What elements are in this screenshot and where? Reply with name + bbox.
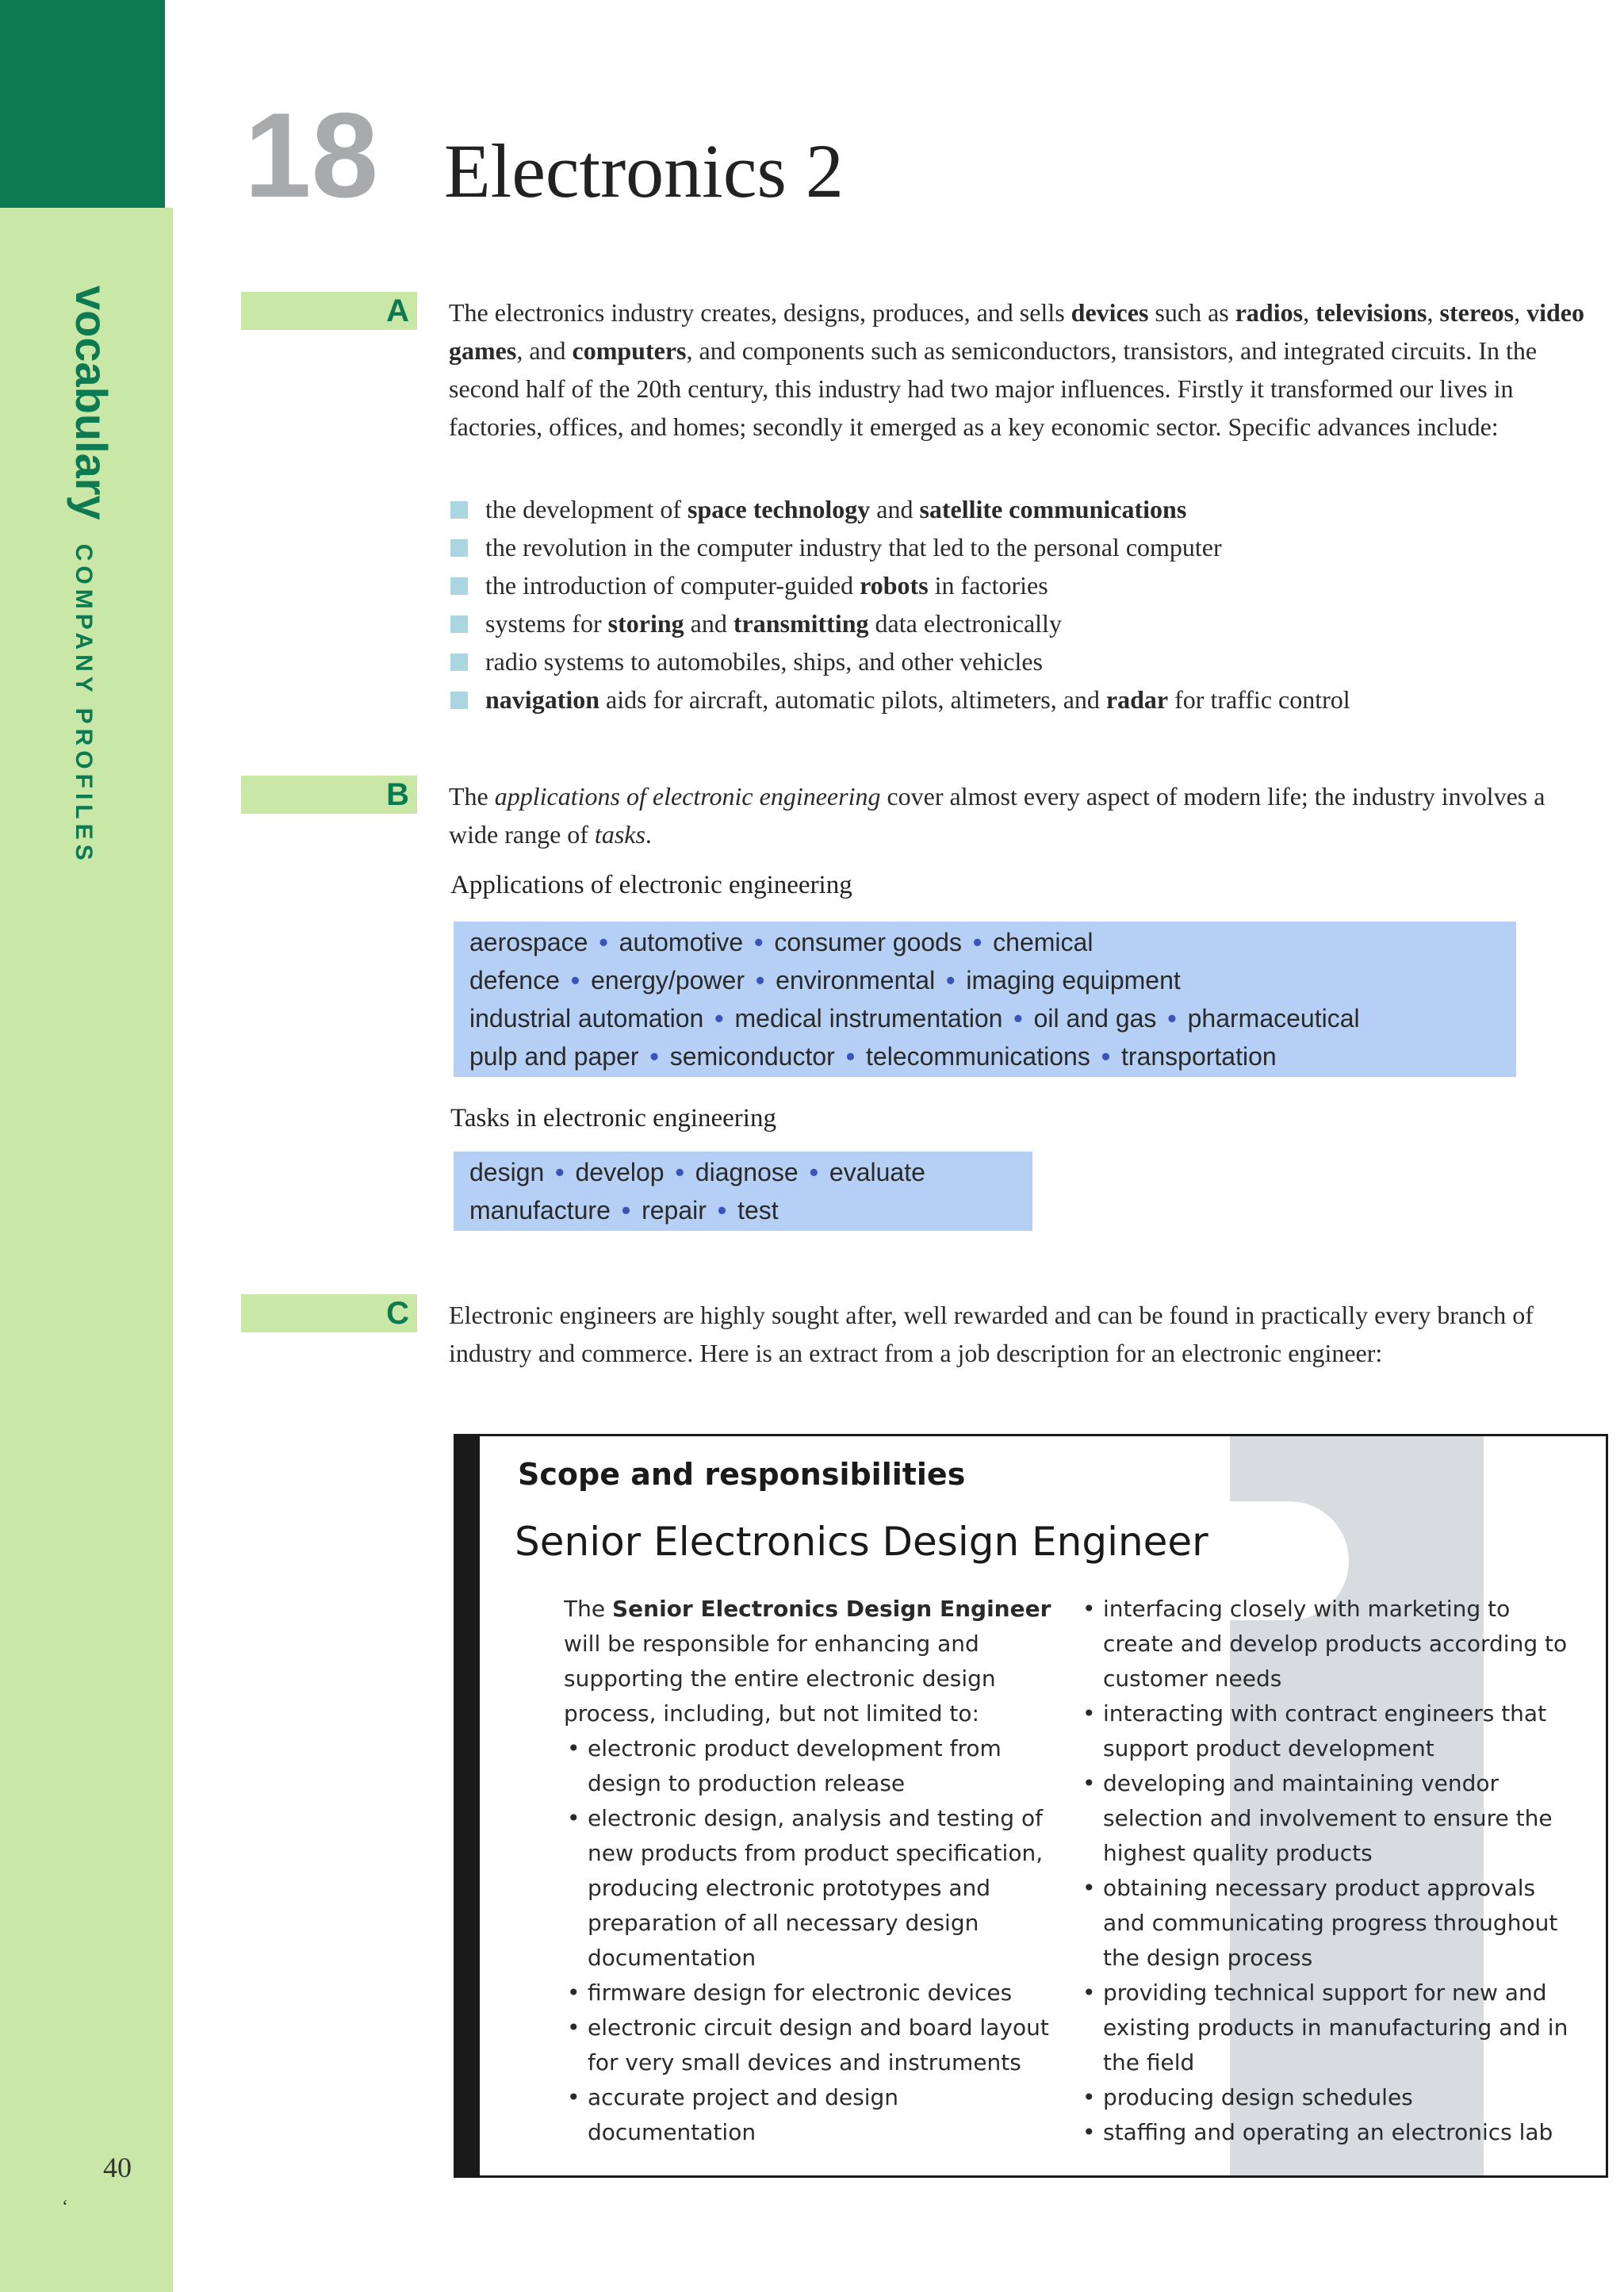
text-run: and: [870, 495, 920, 523]
unit-number: 18: [244, 88, 379, 223]
list-item: • electronic product development from design to production release: [564, 1731, 1055, 1801]
ad-left-bar: [456, 1436, 480, 2175]
key-term: devices: [1071, 298, 1149, 327]
ad-left-column: [564, 1592, 1055, 2150]
key-term: Senior Electronics Design Engineer: [611, 1596, 1051, 1622]
text-run: the introduction of computer-guided: [485, 571, 860, 600]
list-item: • providing technical support for new and existing products in manufacturing and in the field: [1079, 1976, 1571, 2080]
text-run: ,: [1427, 298, 1440, 327]
key-term: storing: [607, 609, 684, 638]
separator-dot: •: [717, 1196, 727, 1225]
section-c-letter: C: [386, 1296, 409, 1331]
word: consumer goods: [774, 928, 962, 956]
text-run: , and: [516, 336, 573, 365]
advances-list: [449, 490, 1350, 719]
key-term: computers: [572, 336, 687, 365]
separator-dot: •: [809, 1158, 818, 1186]
separator-dot: •: [649, 1042, 659, 1071]
list-item: [449, 642, 1350, 680]
section-c-paragraph: Electronic engineers are highly sought after, well rewarded and can be found in practically every branch of industry and commerce. Here is an extract from a job description for an electronic engineer:: [449, 1301, 1534, 1367]
key-term: transmitting: [733, 609, 869, 638]
list-item: • electronic design, analysis and testing of new products from product specification, producing electronic prototypes and preparation of all necessary design documentation: [564, 1801, 1055, 1976]
sidebar-section-label: COMPANY PROFILES: [71, 543, 97, 865]
text-run: will be responsible for enhancing and supporting the entire electronic design process, including, but not limited to:: [564, 1631, 996, 1727]
separator-dot: •: [1167, 1004, 1177, 1033]
key-term: navigation: [485, 685, 600, 714]
separator-dot: •: [714, 1004, 724, 1033]
list-item: [449, 680, 1350, 719]
word-row: [469, 999, 1500, 1037]
applications-box: [454, 922, 1516, 1077]
text-run: ,: [1303, 298, 1316, 327]
key-term: radar: [1105, 685, 1169, 714]
text-run: in factories: [928, 571, 1048, 600]
ad-scope-heading: Scope and responsibilities: [518, 1457, 966, 1492]
text-run: the revolution in the computer industry that led to the personal computer: [485, 533, 1222, 562]
separator-dot: •: [845, 1042, 856, 1071]
section-b-letter: B: [386, 777, 409, 812]
separator-dot: •: [946, 966, 956, 995]
tasks-heading: Tasks in electronic engineering: [450, 1104, 776, 1133]
text-run: the development of: [485, 495, 688, 523]
word: automotive: [619, 928, 744, 956]
text-run: aids for aircraft, automatic pilots, altimeters, and: [599, 685, 1106, 714]
word: semiconductor: [669, 1042, 835, 1071]
text-run: for traffic control: [1168, 685, 1350, 714]
page-tick-mark: ʻ: [62, 2197, 68, 2217]
separator-dot: •: [570, 966, 580, 995]
text-run: ,: [1514, 298, 1527, 327]
ad-right-column: [1079, 1592, 1571, 2150]
word-row: [469, 1153, 1017, 1191]
text-run: The electronics industry creates, designs, produces, and sells: [449, 298, 1071, 327]
list-item: • obtaining necessary product approvals and communicating progress throughout the design process: [1079, 1871, 1571, 1976]
list-item: • firmware design for electronic devices: [564, 1976, 1055, 2010]
tasks-box: [454, 1152, 1032, 1231]
ad-job-title: Senior Electronics Design Engineer: [515, 1519, 1208, 1565]
applications-heading: Applications of electronic engineering: [450, 871, 852, 899]
word: evaluate: [829, 1158, 925, 1186]
ad-intro: [564, 1592, 1055, 1731]
ad-left-list: [564, 1731, 1055, 2150]
text-run: , and components such as semiconductors, transistors, and integrated circuits. In the second half of the 20th century, this industry had two major influences. Firstly it transformed our lives in factories, offices, and homes; secondly it emerged as a key economic sector. Specific advances include:: [449, 336, 1538, 441]
key-term: video games: [449, 298, 1584, 365]
word: telecommunications: [866, 1042, 1090, 1071]
ad-right-list: [1079, 1592, 1571, 2150]
list-item: • electronic circuit design and board layout for very small devices and instruments: [564, 2010, 1055, 2080]
key-term: robots: [860, 571, 929, 600]
word: test: [737, 1196, 779, 1225]
word: pulp and paper: [469, 1042, 639, 1071]
word: industrial automation: [469, 1004, 704, 1033]
word: medical instrumentation: [734, 1004, 1003, 1033]
word-row: [469, 1191, 1017, 1229]
word: imaging equipment: [966, 966, 1181, 995]
text-run: and: [684, 609, 733, 638]
separator-dot: •: [675, 1158, 684, 1186]
page-number: 40: [103, 2152, 132, 2183]
section-a-paragraph: [449, 293, 1599, 446]
word: transportation: [1121, 1042, 1277, 1071]
word: environmental: [776, 966, 936, 995]
sidebar-top-block: [0, 0, 165, 208]
list-item: [449, 604, 1350, 642]
key-term: satellite communications: [919, 495, 1187, 523]
section-c-marker: [241, 1294, 417, 1332]
list-item: • interfacing closely with marketing to create and develop products according to customer needs: [1079, 1592, 1571, 1696]
list-item: • interacting with contract engineers that support product development: [1079, 1696, 1571, 1766]
text-run: radio systems to automobiles, ships, and other vehicles: [485, 647, 1043, 676]
word: diagnose: [695, 1158, 799, 1186]
separator-dot: •: [755, 966, 765, 995]
section-a-marker: [241, 292, 417, 330]
list-item: • developing and maintaining vendor selection and involvement to ensure the highest quality products: [1079, 1766, 1571, 1871]
word: defence: [469, 966, 560, 995]
list-item: [449, 490, 1350, 528]
text-run: The: [449, 782, 495, 811]
sidebar-word: vocabulary: [67, 286, 117, 520]
word: aerospace: [469, 928, 588, 956]
separator-dot: •: [555, 1158, 565, 1186]
word: repair: [642, 1196, 707, 1225]
list-item: • staffing and operating an electronics lab: [1079, 2115, 1571, 2150]
key-term: televisions: [1316, 298, 1427, 327]
separator-dot: •: [599, 928, 608, 956]
text-run: The: [564, 1596, 612, 1622]
text-run: systems for: [485, 609, 608, 638]
sidebar-vertical-label: [66, 286, 117, 865]
list-item: [449, 528, 1350, 566]
word-row: [469, 1037, 1500, 1075]
job-description-box: [454, 1434, 1608, 2178]
text-run: data electronically: [868, 609, 1062, 638]
text-run: .: [645, 820, 652, 849]
separator-dot: •: [621, 1196, 631, 1225]
word: chemical: [993, 928, 1094, 956]
word: manufacture: [469, 1196, 611, 1225]
list-item: [449, 566, 1350, 604]
text-run: such as: [1148, 298, 1235, 327]
key-term: space technology: [688, 495, 871, 523]
unit-title: Electronics 2: [444, 128, 844, 213]
word-row: [469, 923, 1500, 961]
separator-dot: •: [754, 928, 764, 956]
text-run: cover almost every aspect of modern life; the industry involves a wide range of: [449, 782, 1545, 849]
key-term: stereos: [1439, 298, 1515, 327]
section-a-letter: A: [386, 293, 409, 328]
word: design: [469, 1158, 545, 1186]
word: oil and gas: [1033, 1004, 1157, 1033]
section-b-paragraph: [449, 777, 1599, 853]
italic-term: applications of electronic engineering: [494, 782, 881, 811]
section-b-marker: [241, 776, 417, 814]
word: energy/power: [591, 966, 745, 995]
key-term: radios: [1235, 298, 1304, 327]
list-item: • accurate project and design documentation: [564, 2080, 1055, 2150]
word-row: [469, 961, 1500, 999]
separator-dot: •: [1013, 1004, 1023, 1033]
separator-dot: •: [1101, 1042, 1111, 1071]
separator-dot: •: [972, 928, 982, 956]
word: develop: [575, 1158, 665, 1186]
italic-term: tasks: [594, 820, 645, 849]
list-item: • producing design schedules: [1079, 2080, 1571, 2115]
word: pharmaceutical: [1187, 1004, 1360, 1033]
